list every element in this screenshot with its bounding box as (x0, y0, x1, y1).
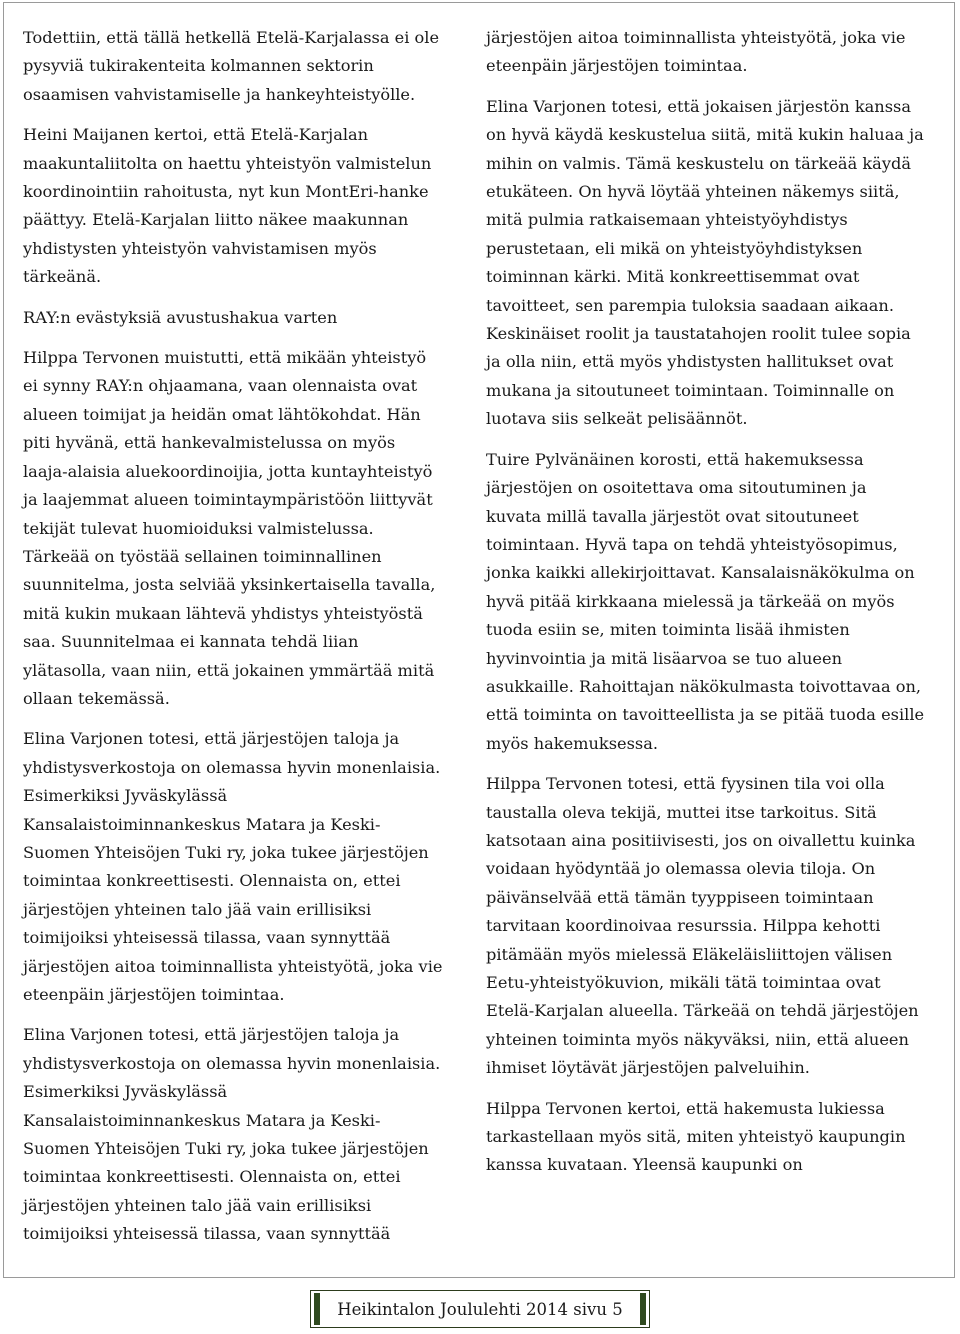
paragraph: Elina Varjonen totesi, että järjestöjen taloja ja yhdistysverkostoja on olemassa hyvin monenlaisia. Esimerkiksi Jyväskylässä Kansalaistoiminnankeskus Matara ja Keski-Suomen Yhteisöjen Tuki ry, joka tukee järjestöjen toimintaa konkreettisesti. Olennaista on, ettei järjestöjen yhteinen talo jää vain erillisiksi toimijoiksi yhteisessä tilassa, vaan synnyttää (23, 1025, 441, 1244)
page-footer (310, 1290, 650, 1328)
right-column (486, 24, 926, 1192)
left-column (23, 24, 443, 1261)
paragraph: Elina Varjonen totesi, että jokaisen järjestön kanssa on hyvä käydä keskustelua siitä, mitä kukin haluaa ja mihin on valmis. Tämä keskustelu on tärkeää käydä etukäteen. On hyvä löytää yhteinen näkemys siitä, mitä pulmia ratkaisemaan yhteistyöyhdistys perustetaan, eli mikä on yhteistyöyhdistyksen toiminnan kärki. Mitä konkreettisemmat ovat tavoitteet, sen parempia tuloksia saadaan aikaan. Keskinäiset roolit ja taustatahojen roolit tulee sopia ja olla niin, että myös yhdistysten hallitukset ovat mukana ja sitoutuneet toimintaan. Toiminnalle on luotava siis selkeät pelisäännöt. (486, 96, 924, 429)
footer-left-bar (314, 1293, 320, 1325)
footer-right-bar (640, 1293, 646, 1325)
paragraph: järjestöjen aitoa toiminnallista yhteistyötä, joka vie eteenpäin järjestöjen toimintaa. (486, 28, 906, 76)
section-heading: RAY:n evästyksiä avustushakua varten (23, 307, 338, 327)
paragraph: Hilppa Tervonen muistutti, että mikään yhteistyö ei synny RAY:n ohjaamana, vaan olennaista ovat alueen toimijat ja heidän omat lähtökohdat. Hän piti hyvänä, että hankevalmistelussa on myös laaja-alaisia aluekoordinoijia, jotta kuntayhteistyö ja laajemmat alueen toimintaympäristöön liittyvät tekijät tulevat huomioiduksi valmistelussa. Tärkeää on työstää sellainen toiminnallinen suunnitelma, josta selviää yksinkertaisella tavalla, mitä kukin mukaan lähtevä yhdistys yhteistyöstä saa. Suunnitelmaa ei kannata tehdä liian ylätasolla, vaan niin, että jokainen ymmärtää mitä ollaan tekemässä. (23, 348, 436, 708)
paragraph: Todettiin, että tällä hetkellä Etelä-Karjalassa ei ole pysyviä tukirakenteita kolmannen sektorin osaamisen vahvistamiselle ja hankeyhteistyölle. (23, 28, 440, 104)
footer-text: Heikintalon Joululehti 2014 sivu 5 (337, 1299, 623, 1319)
paragraph: Elina Varjonen totesi, että järjestöjen taloja ja yhdistysverkostoja on olemassa hyvin monenlaisia. Esimerkiksi Jyväskylässä Kansalaistoiminnankeskus Matara ja Keski-Suomen Yhteisöjen Tuki ry, joka tukee järjestöjen toimintaa konkreettisesti. Olennaista on, ettei järjestöjen yhteinen talo jää vain erillisiksi toimijoiksi yhteisessä tilassa, vaan synnyttää järjestöjen aitoa toiminnallista yhteistyötä, joka vie eteenpäin järjestöjen toimintaa. (23, 729, 443, 1004)
paragraph: Heini Maijanen kertoi, että Etelä-Karjalan maakuntaliitolta on haettu yhteistyön valmistelun koordinointiin rahoitusta, nyt kun MontEri-hanke päättyy. Etelä-Karjalan liitto näkee maakunnan yhdistysten yhteistyön vahvistamisen myös tärkeänä. (23, 125, 432, 287)
paragraph: Hilppa Tervonen kertoi, että hakemusta lukiessa tarkastellaan myös sitä, miten yhteistyö kaupungin kanssa kuvataan. Yleensä kaupunki on (486, 1098, 906, 1175)
paragraph: Tuire Pylvänäinen korosti, että hakemuksessa järjestöjen on osoitettava oma sitoutuminen ja kuvata millä tavalla järjestöt ovat sitoutuneet toimintaan. Hyvä tapa on tehdä yhteistyösopimus, jonka kaikki allekirjoittavat. Kansalaisnäkökulma on hyvä pitää kirkkaana mielessä ja tärkeää on myös tuoda esiin se, miten toiminta lisää ihmisten hyvinvointia ja mitä lisäarvoa se tuo alueen asukkaille. Rahoittajan näkökulmasta toivottavaa on, että toiminta on tavoitteellista ja se pitää tuoda esille myös hakemuksessa. (486, 449, 925, 753)
paragraph: Hilppa Tervonen totesi, että fyysinen tila voi olla taustalla oleva tekijä, muttei itse tarkoitus. Sitä katsotaan aina positiivisesti, jos on oivallettu kuinka voidaan hyödyntää jo olemassa olevia tiloja. On päivänselvää että tämän tyyppiseen toimintaan tarvitaan koordinoivaa resurssia. Hilppa kehotti pitämään myös mielessä Eläkeläisliittojen välisen Eetu-yhteistyökuvion, mikäli tätä toimintaa ovat Etelä-Karjalan alueella. Tärkeää on tehdä järjestöjen yhteinen toiminta myös näkyväksi, niin, että alueen ihmiset löytävät järjestöjen palveluihin. (486, 774, 919, 1078)
